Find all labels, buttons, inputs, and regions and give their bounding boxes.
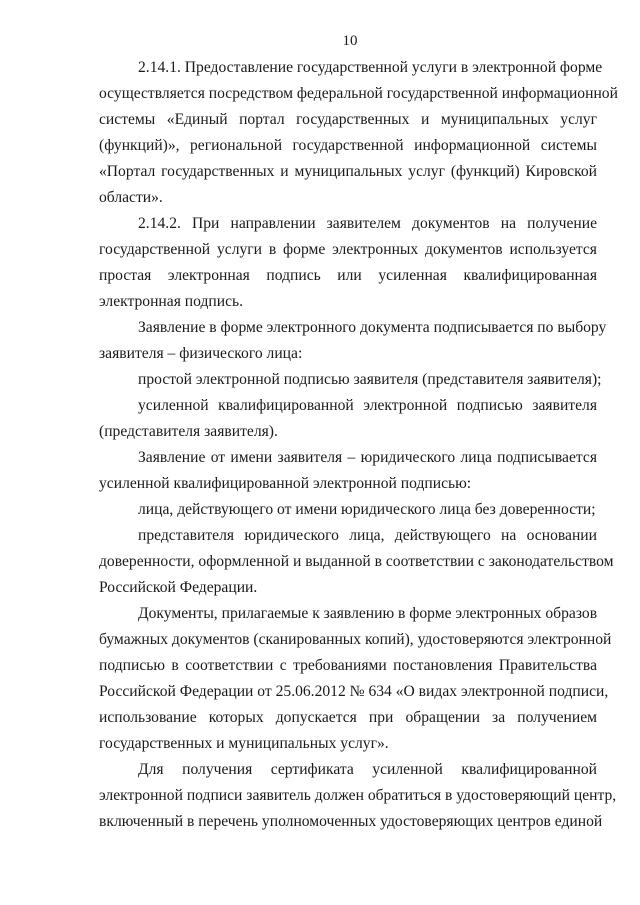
paragraph-line: подписью в соответствии с требованиями постановления Правительства — [99, 657, 597, 674]
paragraph-line: использование которых допускается при обращении за получением — [99, 709, 597, 726]
paragraph-line: государственной услуги в форме электронных документов используется — [99, 241, 597, 258]
paragraph-line: системы «Единый портал государственных и муниципальных услуг — [99, 111, 597, 128]
paragraph-line: Заявление в форме электронного документа подписывается по выбору — [138, 319, 607, 336]
paragraph-line: (функций)», региональной государственной информационной системы — [99, 137, 597, 154]
paragraph-line: 2.14.2. При направлении заявителем документов на получение — [138, 215, 597, 232]
paragraph-line: «Портал государственных и муниципальных услуг (функций) Кировской — [99, 163, 597, 180]
paragraph-line: усиленной квалифицированной электронной подписью: — [99, 475, 472, 492]
paragraph-line: Для получения сертификата усиленной квалифицированной — [138, 761, 597, 778]
paragraph-line: электронная подпись. — [99, 293, 244, 310]
paragraph-line: государственных и муниципальных услуг». — [99, 735, 389, 752]
paragraph-line: (представителя заявителя). — [99, 423, 278, 440]
paragraph-line: 2.14.1. Предоставление государственной услуги в электронной форме — [138, 59, 603, 76]
paragraph-line: Российской Федерации. — [99, 579, 258, 596]
paragraph-line: осуществляется посредством федеральной государственной информационной — [99, 85, 618, 102]
paragraph-line: простая электронная подпись или усиленная квалифицированная — [99, 267, 597, 284]
paragraph-line: доверенности, оформленной и выданной в соответствии с законодательством — [99, 553, 614, 570]
paragraph-line: Заявление от имени заявителя – юридического лица подписывается — [138, 449, 597, 466]
paragraph-line: заявителя – физического лица: — [99, 345, 303, 362]
paragraph-line: Российской Федерации от 25.06.2012 № 634 «О видах электронной подписи, — [99, 683, 609, 700]
paragraph-line: простой электронной подписью заявителя (представителя заявителя); — [138, 371, 602, 388]
paragraph-line: Документы, прилагаемые к заявлению в форме электронных образов — [138, 605, 598, 622]
paragraph-line: электронной подписи заявитель должен обратиться в удостоверяющий центр, — [99, 787, 617, 804]
paragraph-line: области». — [99, 189, 163, 206]
page-number: 10 — [342, 33, 358, 49]
paragraph-line: усиленной квалифицированной электронной подписью заявителя — [138, 397, 597, 414]
paragraph-line: бумажных документов (сканированных копий), удостоверяются электронной — [99, 631, 612, 648]
paragraph-line: лица, действующего от имени юридического лица без доверенности; — [138, 501, 596, 518]
paragraph-line: включенный в перечень уполномоченных удостоверяющих центров единой — [99, 813, 603, 830]
paragraph-line: представителя юридического лица, действующего на основании — [138, 527, 597, 544]
